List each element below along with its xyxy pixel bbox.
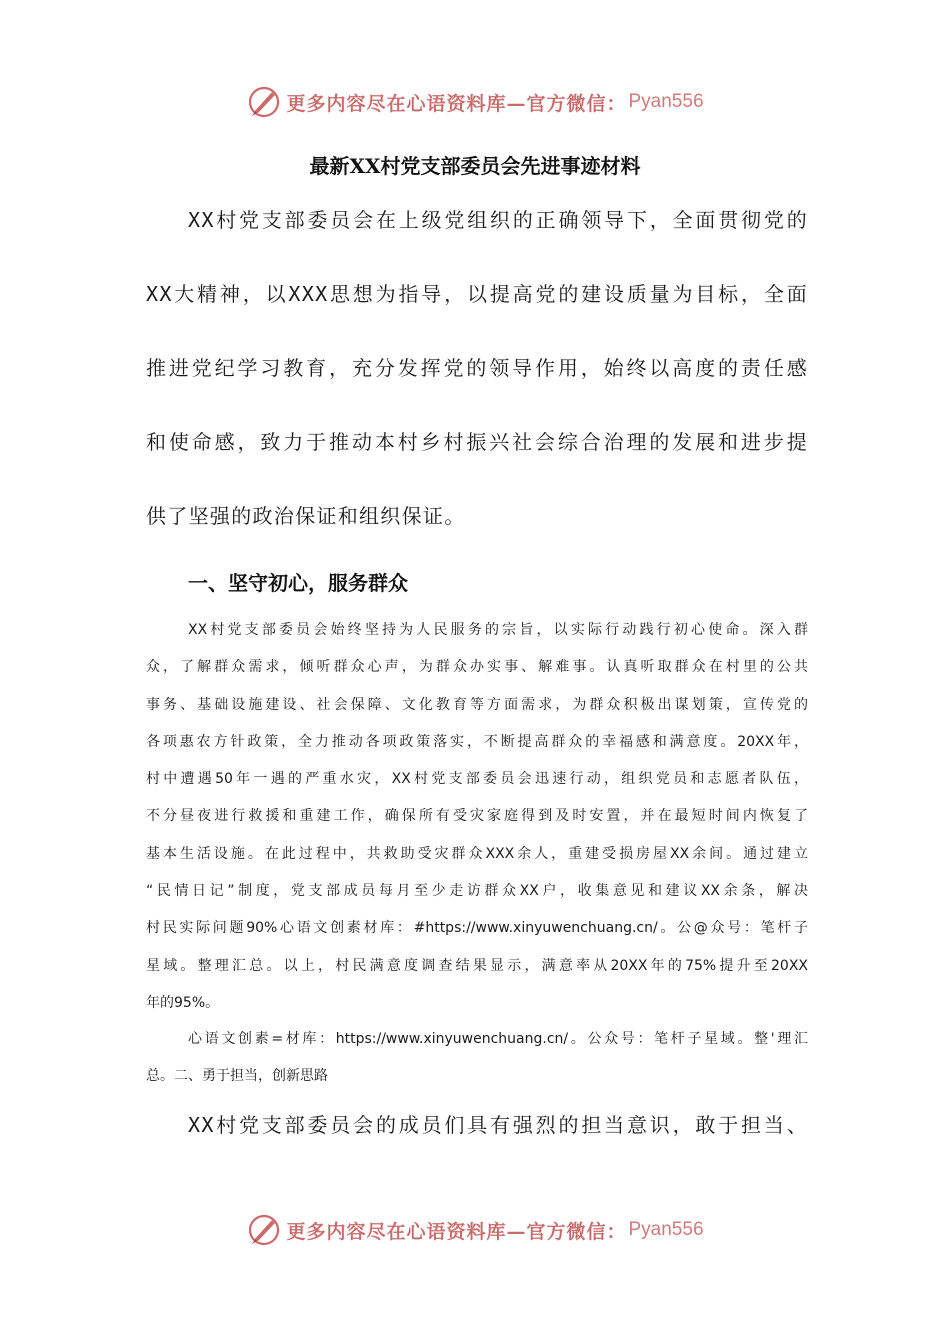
text-line: “民情日记”制度，党支部成员每月至少走访群众XX户，收集意见和建议XX余条，解决 <box>146 883 808 900</box>
text-line: 星域。整理汇总。以上，村民满意度调查结果显示，满意率从20XX年的75%提升至20XX <box>146 957 808 974</box>
note-paragraph <box>146 1021 808 1096</box>
text-line: 不分昼夜进行救援和重建工作，确保所有受灾家庭得到及时安置，并在最短时间内恢复了 <box>146 808 808 825</box>
header-banner <box>0 82 950 122</box>
text-line: XX村党支部委员会始终坚持为人民服务的宗旨，以实际行动践行初心使命。深入群 <box>188 622 808 638</box>
text-line: 事务、基础设施建设、社会保障、文化教育等方面需求，为群众积极出谋划策，宣传党的 <box>146 696 808 713</box>
text-line: XX村党支部委员会的成员们具有强烈的担当意识，敢于担当、 <box>188 1113 808 1137</box>
text-line: 心语文创素=材库：https://www.xinyuwenchuang.cn/。公众号：笔杆子星域。整'理汇 <box>188 1031 808 1047</box>
text-line: 总。二、勇于担当，创新思路 <box>146 1068 328 1085</box>
text-line: 村民实际问题90%心语文创素材库：#https://www.xinyuwenchuang.cn/。公@众号：笔杆子 <box>146 920 808 937</box>
section2-paragraph <box>146 1088 808 1162</box>
banner-text: 更多内容尽在心语资料库—官方微信： <box>286 1220 627 1243</box>
text-line: 村中遭遇50年一遇的严重水灾，XX村党支部委员会迅速行动，组织党员和志愿者队伍， <box>146 771 808 788</box>
text-line: 众，了解群众需求，倾听群众心声，为群众办实事、解难事。认真听取群众在村里的公共 <box>146 659 808 676</box>
banner-id: Pyan556 <box>628 1219 704 1240</box>
footer-banner <box>0 1210 950 1250</box>
text-line: XX大精神，以XXX思想为指导，以提高党的建设质量为目标，全面 <box>146 282 808 306</box>
text-line: 和使命感，致力于推动本村乡村振兴社会综合治理的发展和进步提 <box>146 430 808 454</box>
section-heading: 一、坚守初心，服务群众 <box>188 571 408 595</box>
intro-paragraph <box>146 183 808 553</box>
text-line: 供了坚强的政治保证和组织保证。 <box>146 504 466 528</box>
quill-logo-icon <box>246 84 282 120</box>
banner-text: 更多内容尽在心语资料库—官方微信： <box>286 92 627 115</box>
text-line: XX村党支部委员会在上级党组织的正确领导下，全面贯彻党的 <box>188 208 808 232</box>
text-line: 各项惠农方针政策，全力推动各项政策落实，不断提高群众的幸福感和满意度。20XX年， <box>146 733 808 750</box>
section1-paragraph <box>146 612 808 1022</box>
text-line: 基本生活设施。在此过程中，共救助受灾群众XXX余人，重建受损房屋XX余间。通过建立 <box>146 845 808 862</box>
text-line: 推进党纪学习教育，充分发挥党的领导作用，始终以高度的责任感 <box>146 356 808 380</box>
text-line: 年的95%。 <box>146 994 220 1011</box>
banner-id: Pyan556 <box>628 91 704 112</box>
quill-logo-icon <box>246 1212 282 1248</box>
document-title: 最新XX村党支部委员会先进事迹材料 <box>309 154 641 178</box>
